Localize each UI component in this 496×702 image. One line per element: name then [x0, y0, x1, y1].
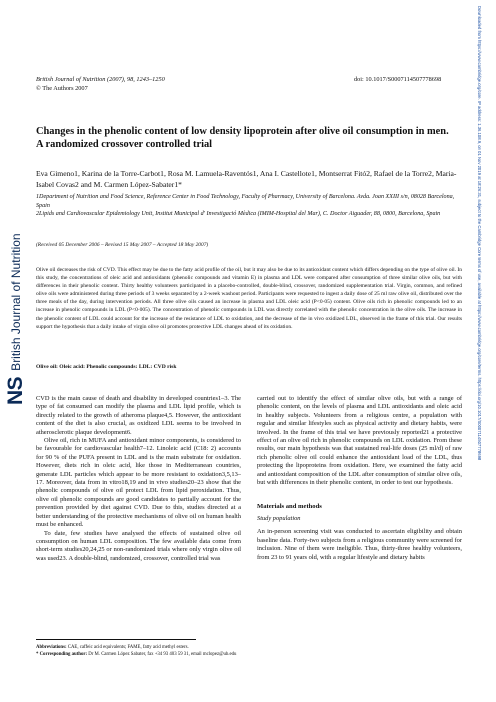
paragraph: Olive oil, rich in MUFA and antioxidant minor components, is considered to be favourable for cardiovascular health7–12. Linoleic acid (C18: 2) accounts for 90 % of the PUFA present in LDL and is the main substrate for oxidation. However, diets rich in oleic acid, like those in Mediterranean countries, generate LDL particles which appear to be more resistant to oxidation3,5,13–17. Moreover, data from in vitro18,19 and in vivo studies20–23 show that the phenolic compounds of olive oil protect LDL from lipid peroxidation. Thus, olive oil phenolic compounds are good candidates to partially account for the prevention provided by diet against CVD. Due to this, studies directed at a better understanding of the protective mechanisms of olive oil on human health must be enhanced.: [36, 437, 241, 529]
abstract: Olive oil decreases the risk of CVD. This effect may be due to the fatty acid profile of the oil, but it may also be due to its antioxidant content which differs depending on the type of olive oil. In this study, the concentrations of oleic acid and antioxidants (phenolic compounds and vitamin E) in plasma and LDL were compared after consumption of three similar olive oils, but with differences in their phenolic content. Thirty healthy volunteers participated in a placebo-controlled, double-blind, crossover, randomized supplementation trial. Virgin, common, and refined olive oils were administered during three periods of 3 weeks separated by a 2-week washout period. Participants were requested to ingest a daily dose of 25 ml raw olive oil, distributed over the three meals of the day, during intervention periods. All three olive oils caused an increase in plasma and LDL oleic acid (P<0·05) content. Olive oils rich in phenolic compounds led to an increase in phenolic compounds in LDL (P<0·005). The concentration of phenolic compounds in LDL was directly correlated with the phenolic concentration in the olive oils. The increase in the phenolic content of LDL could account for the increase of the resistance of LDL to oxidation, and the decrease of the in vivo oxidized LDL, observed in the frame of this trial. Our results support the hypothesis that a daily intake of virgin olive oil promotes protective LDL changes ahead of its oxidation.: [36, 267, 462, 330]
paragraph: An in-person screening visit was conducted to ascertain eligibility and obtain baseline data. Forty-two subjects from a religious community were screened for inclusion. Nine of them were ineligible. Thus, thirty-three healthy volunteers, from 23 to 91 years old, with a regular lifestyle and dietary habits: [257, 528, 462, 561]
abbreviations-label: Abbreviations:: [36, 645, 67, 650]
corresponding-note: [36, 651, 456, 658]
paper-title: Changes in the phenolic content of low density lipoprotein after olive oil consumption in men. A randomized crossover controlled trial: [36, 126, 449, 150]
keywords: Olive oil: Oleic acid: Phenolic compounds: LDL: CVD risk: [36, 364, 177, 370]
author-list: Eva Gimeno1, Karina de la Torre-Carbot1, Rosa M. Lamuela-Raventós1, Ana I. Castellote1, Montserrat Fitó2, Rafael de la Torre2, Maria-Isabel Covas2 and M. Carmen López-Sabater1*: [36, 169, 457, 189]
abbreviations-note: [36, 644, 456, 651]
journal-name: British Journal of Nutrition: [9, 233, 23, 371]
citation: British Journal of Nutrition (2007), 98, 1243–1250: [36, 76, 165, 83]
footnote-divider: [36, 639, 196, 640]
citation-block: [36, 76, 165, 93]
download-notice: Downloaded from https://www.cambridge.org/core. IP address: 1.36.108.9, on 01 Nov 2019 at 18:26:31, subject to the Cambridge Core terms of use, available at https://www.cambridge.org/core/terms. https://doi.org/10.1017/S0007114507778698: [477, 6, 482, 461]
journal-logo: NS: [4, 376, 27, 405]
section-heading: Materials and methods: [257, 503, 322, 511]
paragraph: carried out to identify the effect of similar olive oils, but with a range of phenolic content, on the levels of plasma and LDL antioxidants and oleic acid in healthy subjects. Volunteers from a religious centre, a population with regular and similar lifestyles such as physical activity and dietary habits, were involved. In the frame of this trial we have previously reported21 a protective effect of an olive oil rich in phenolic compounds on LDL oxidation. From these results, our main hypothesis was that sustained real-life doses (25 ml/d) of raw rich phenolic olive oil could enhance the antioxidant load of the LDL, thus protecting the lipoproteins from oxidation. Here, we examined the fatty acid and antioxidant composition of the LDL after consumption of similar olive oils, but with differences in their phenolic content, in order to test our hypothesis.: [257, 395, 462, 487]
paragraph: CVD is the main cause of death and disability in developed countries1–3. The type of fat consumed can modify the plasma and LDL lipid profile, which is directly related to the growth of atheroma plaque4,5. However, the antioxidant content of the diet is also crucial, as oxidized LDL seems to be involved in atherosclerotic plaque development6.: [36, 395, 241, 436]
abbreviations-text: CAE, caffeic acid equivalents; FAME, fatty acid methyl esters.: [67, 645, 189, 650]
affiliation-1: 1Department of Nutrition and Food Science, Reference Center in Food Technology, Faculty of Pharmacy, University of Barcelona. Avda. Joan XXIII s/n, 08028 Barcelona, Spain: [36, 194, 455, 209]
body-column-left: [36, 395, 241, 563]
received-dates: (Received 05 December 2006 – Revised 15 May 2007 – Accepted 18 May 2007): [36, 242, 209, 248]
paragraph: To date, few studies have analysed the effects of sustained olive oil consumption on human LDL composition. The few available data come from short-term studies20,24,25 or non-randomized trials where only virgin olive oil was used23. A double-blind, randomized, crossover, controlled trial was: [36, 529, 241, 562]
footnotes: [36, 644, 456, 659]
corresponding-label: * Corresponding author:: [36, 652, 88, 658]
body-column-right: [257, 395, 462, 562]
journal-brand: [5, 195, 27, 405]
doi[interactable]: doi: 10.1017/S0007114507778698: [354, 76, 442, 83]
affiliations: [36, 193, 462, 219]
affiliation-2: 2Lipids and Cardiovascular Epidemiology Unit, Institut Municipal d' Investigació Mèdica (IMIM-Hospital del Mar), C. Doctor Aiguader, 88, 0800, Barcelona, Spain: [36, 211, 441, 218]
copyright: © The Authors 2007: [36, 84, 88, 92]
subsection-heading: Study population: [257, 514, 301, 522]
corresponding-text: Dr M. Carmen López Sabater, fax +34 93 403 59 31, email mclopez@ub.edu: [88, 652, 237, 658]
